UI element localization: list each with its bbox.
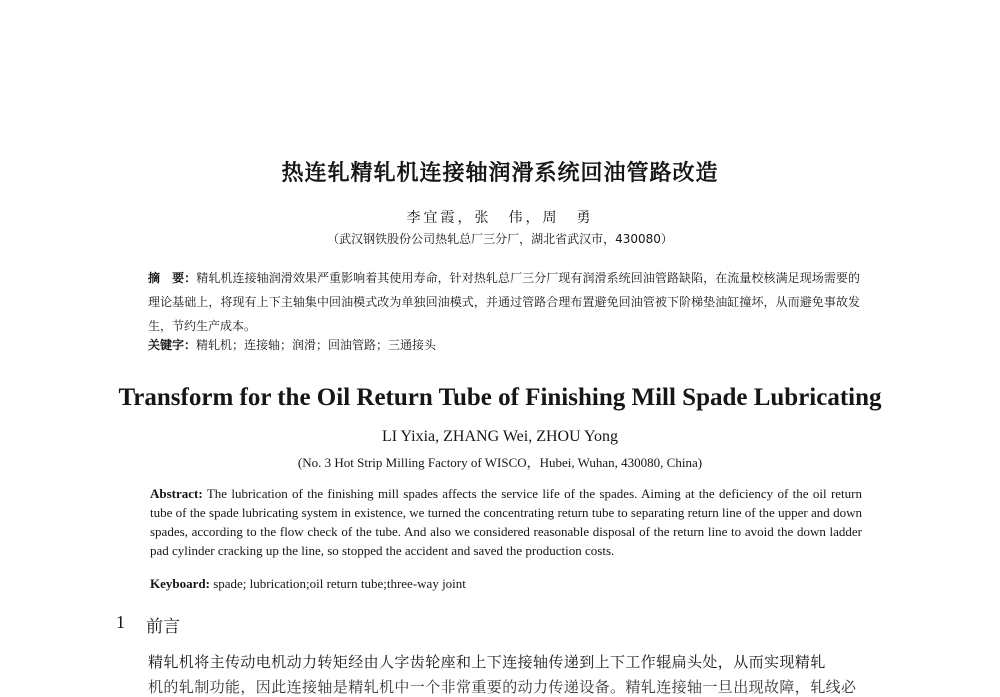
chinese-affiliation: （武汉钢铁股份公司热轧总厂三分厂，湖北省武汉市，430080） (327, 232, 673, 246)
chinese-abstract-label: 摘 要： (148, 271, 197, 285)
english-authors: LI Yixia, ZHANG Wei, ZHOU Yong (381, 428, 619, 445)
english-keywords (150, 576, 466, 592)
chinese-abstract-text: 精轧机连接轴润滑效果严重影响着其使用寿命，针对热轧总厂三分厂现有润滑系统回油管路缺陷，在流量校核满足现场需要的理论基础上，将现有上下主轴集中回油模式改为单独回油模式，并通过管路合理布置避免回油管被下阶梯垫油缸撞坏，从而避免事故发生，节约生产成本。 (148, 271, 860, 333)
chinese-keywords-label: 关键字： (148, 338, 197, 352)
body-paragraph-line: 机的轧制功能，因此连接轴是精轧机中一个非常重要的动力传递设备。精轧连接轴一旦出现故障，轧线必 (148, 678, 857, 696)
english-keywords-text: spade; lubrication;oil return tube;three-way joint (209, 576, 466, 591)
english-title: Transform for the Oil Return Tube of Finishing Mill Spade Lubricating (118, 384, 882, 411)
english-keywords-label: Keyboard: (150, 576, 210, 591)
chinese-keywords-text: 精轧机；连接轴；润滑；回油管路；三通接头 (196, 338, 437, 352)
chinese-keywords (148, 336, 436, 353)
body-paragraph-line: 精轧机将主传动电机动力转矩经由人字齿轮座和上下连接轴传递到上下工作辊扁头处，从而实现精轧 (148, 653, 826, 671)
english-abstract-label: Abstract: (150, 486, 203, 501)
english-affiliation: (No. 3 Hot Strip Milling Factory of WISCO，Hubei, Wuhan, 430080, China) (297, 455, 703, 470)
section-number: 1 (116, 612, 125, 632)
chinese-abstract (148, 266, 860, 338)
chinese-title: 热连轧精轧机连接轴润滑系统回油管路改造 (281, 161, 719, 186)
chinese-authors: 李宜霞，张 伟，周 勇 (406, 210, 594, 226)
english-abstract-text: The lubrication of the finishing mill spades affects the service life of the spades. Aiming at the deficiency of the oil return tube of the spade lubricating system in existence, we turned the concentrating return tube to separating return line of the upper and down spades, according to the flow check of the tube. And also we considered reasonable disposal of the return line to avoid the down ladder pad cylinder cracking up the line, so stopped the accident and saved the production costs. (150, 486, 862, 558)
section-title: 前言 (146, 617, 180, 637)
english-abstract (150, 484, 862, 560)
